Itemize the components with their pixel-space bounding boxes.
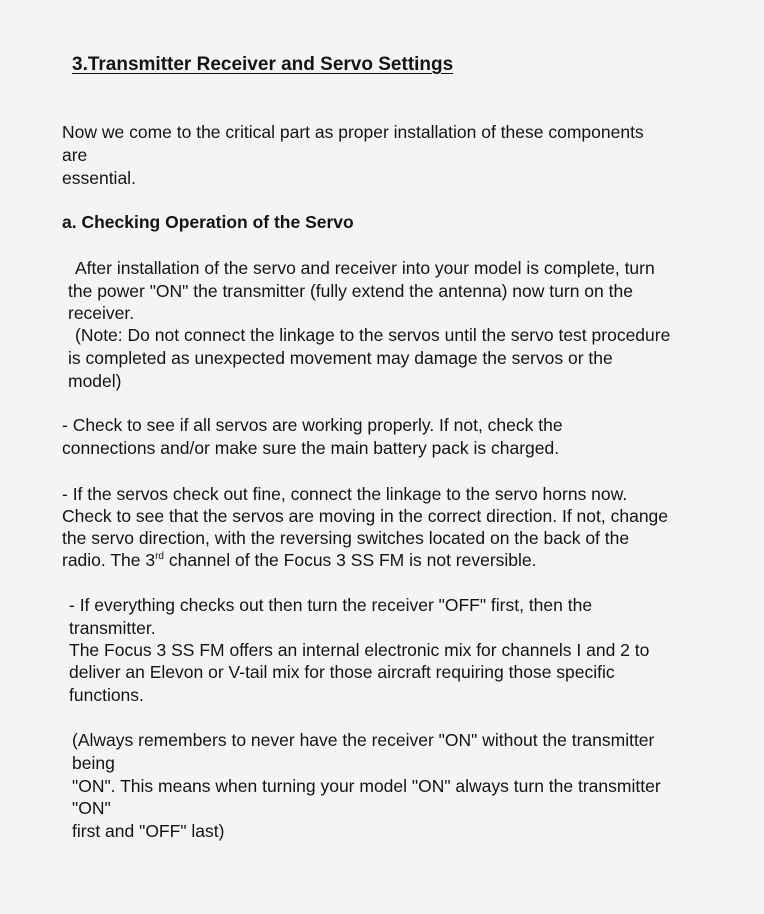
para1-line-2: the power "ON" the transmitter (fully extend the antenna) now turn on the bbox=[68, 281, 633, 301]
check2-line-3: the servo direction, with the reversing switches located on the back of the bbox=[62, 528, 630, 548]
para1-line-3: receiver. bbox=[68, 303, 135, 323]
note-line-1: (Note: Do not connect the linkage to the servos until the servo test procedure bbox=[75, 325, 671, 345]
section-a-heading: a. Checking Operation of the Servo bbox=[62, 212, 354, 232]
intro-line-2: are bbox=[62, 145, 88, 165]
check2-line-1: - If the servos check out fine, connect the linkage to the servo horns now. bbox=[62, 484, 628, 504]
intro-line-3: essential. bbox=[62, 168, 136, 188]
check2-line-2: Check to see that the servos are moving in the correct direction. If not, change bbox=[62, 506, 669, 526]
reminder-line-2: being bbox=[72, 753, 115, 773]
intro-line-1: Now we come to the critical part as proper installation of these components bbox=[62, 122, 644, 142]
reminder-line-3: "ON". This means when turning your model "ON" always turn the transmitter bbox=[72, 776, 661, 796]
note-line-3: model) bbox=[68, 371, 122, 391]
check2-line-4-post: channel of the Focus 3 SS FM is not reversible. bbox=[163, 550, 537, 570]
note-line-2: is completed as unexpected movement may damage the servos or the bbox=[68, 348, 613, 368]
reminder-line-1: (Always remembers to never have the receiver "ON" without the transmitter bbox=[72, 730, 655, 750]
check3-line-2: transmitter. bbox=[69, 618, 156, 638]
reminder-line-4: "ON" bbox=[72, 798, 111, 818]
page-title: 3.Transmitter Receiver and Servo Settings bbox=[72, 54, 454, 75]
check3-line-3: The Focus 3 SS FM offers an internal electronic mix for channels I and 2 to bbox=[69, 640, 650, 660]
check2-line-4-pre: radio. The 3 bbox=[62, 550, 156, 570]
para1-line-1: After installation of the servo and receiver into your model is complete, turn bbox=[75, 258, 655, 278]
check1-line-1: - Check to see if all servos are working properly. If not, check the bbox=[62, 415, 563, 435]
check1-line-2: connections and/or make sure the main battery pack is charged. bbox=[62, 438, 560, 458]
check2-line-4 bbox=[62, 549, 537, 571]
ordinal-superscript: rd bbox=[155, 551, 164, 562]
reminder-line-5: first and "OFF" last) bbox=[72, 821, 225, 841]
check3-line-1: - If everything checks out then turn the receiver "OFF" first, then the bbox=[69, 595, 593, 615]
check3-line-5: functions. bbox=[69, 685, 144, 705]
check3-line-4: deliver an Elevon or V-tail mix for those aircraft requiring those specific bbox=[69, 662, 615, 682]
